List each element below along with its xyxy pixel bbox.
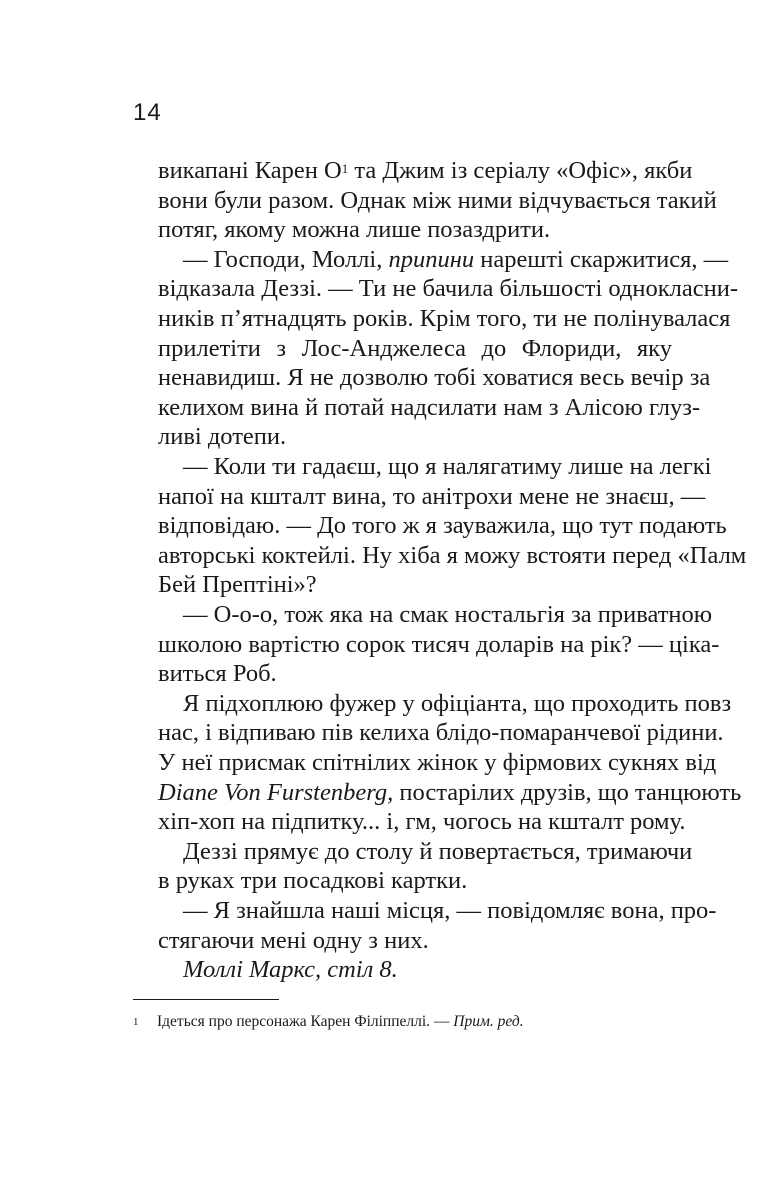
text-line: — Я знайшла наші місця, — повідомляє вона, про-	[183, 897, 717, 924]
text-line: потяг, якому можна лише позаздрити.	[158, 216, 551, 244]
text-line: прилетіти з Лос-Анджелеса до Флориди, яку	[158, 334, 672, 362]
text-line: хіп-хоп на підпитку... і, гм, чогось на кшталт рому.	[158, 808, 686, 836]
text-line: У неї присмак спітнілих жінок у фірмових сукнях від	[158, 749, 717, 776]
text-line: в руках три посадкові картки.	[158, 867, 468, 895]
text-line: Моллі Маркс, стіл 8.	[183, 956, 398, 984]
text-line: викапані Карен О$^1$ та Джим із серіалу «Офіс», якби	[158, 157, 693, 184]
footnote-ref: 1	[341, 161, 349, 176]
text-line: — О-о-о, тож яка на смак ностальгія за приватною	[183, 601, 713, 628]
text-line: Деззі прямує до столу й повертається, тримаючи	[183, 837, 693, 865]
page-number: 14	[133, 99, 162, 126]
text-line: школою вартістю сорок тисяч доларів на рік? — ціка-	[158, 630, 720, 658]
text-line: вони були разом. Однак між ними відчувається такий	[158, 186, 717, 214]
text-line: келихом вина й потай надсилати нам з Алісою глуз-	[158, 393, 701, 421]
text-line: виться Роб.	[158, 660, 277, 688]
text-line: стягаючи мені одну з них.	[158, 926, 429, 954]
text-line: ненавидиш. Я не дозволю тобі ховатися весь вечір за	[158, 364, 711, 392]
text-line: авторські коктейлі. Ну хіба я можу встояти перед «Палм	[158, 541, 747, 569]
text-line: нас, і відпиваю пів келиха блідо-помаранчевої рідини.	[158, 719, 724, 747]
footnote-text: Ідеться про персонажа Карен Філіппеллі. —	[157, 1013, 454, 1031]
text-line: Бей Прептіні»?	[158, 571, 317, 599]
text-line: — Коли ти гадаєш, що я налягатиму лише на легкі	[183, 453, 712, 480]
footnote-note: Прим. ред.	[453, 1013, 524, 1031]
text-line: напої на кшталт вина, то анітрохи мене не знаєш, —	[158, 482, 706, 510]
text-line: ників п’ятнадцять років. Крім того, ти не полінувалася	[158, 305, 731, 332]
text-line: відказала Деззі. — Ти не бачила більшості однокласни-	[158, 275, 739, 303]
text-line: відповідаю. — До того ж я зауважила, що тут подають	[158, 512, 727, 540]
text-line: — Господи, Моллі, припини нарешті скаржитися, —	[183, 245, 729, 273]
footnote	[133, 1011, 524, 1033]
footnote-rule	[133, 999, 279, 1000]
text-line: Я підхоплюю фужер у офіціанта, що проходить повз	[183, 689, 732, 717]
text-line: Diane Von Furstenberg, постарілих друзів, що танцюють	[158, 778, 742, 806]
text-line: ливі дотепи.	[158, 423, 287, 451]
footnote-mark: 1	[133, 1016, 139, 1029]
